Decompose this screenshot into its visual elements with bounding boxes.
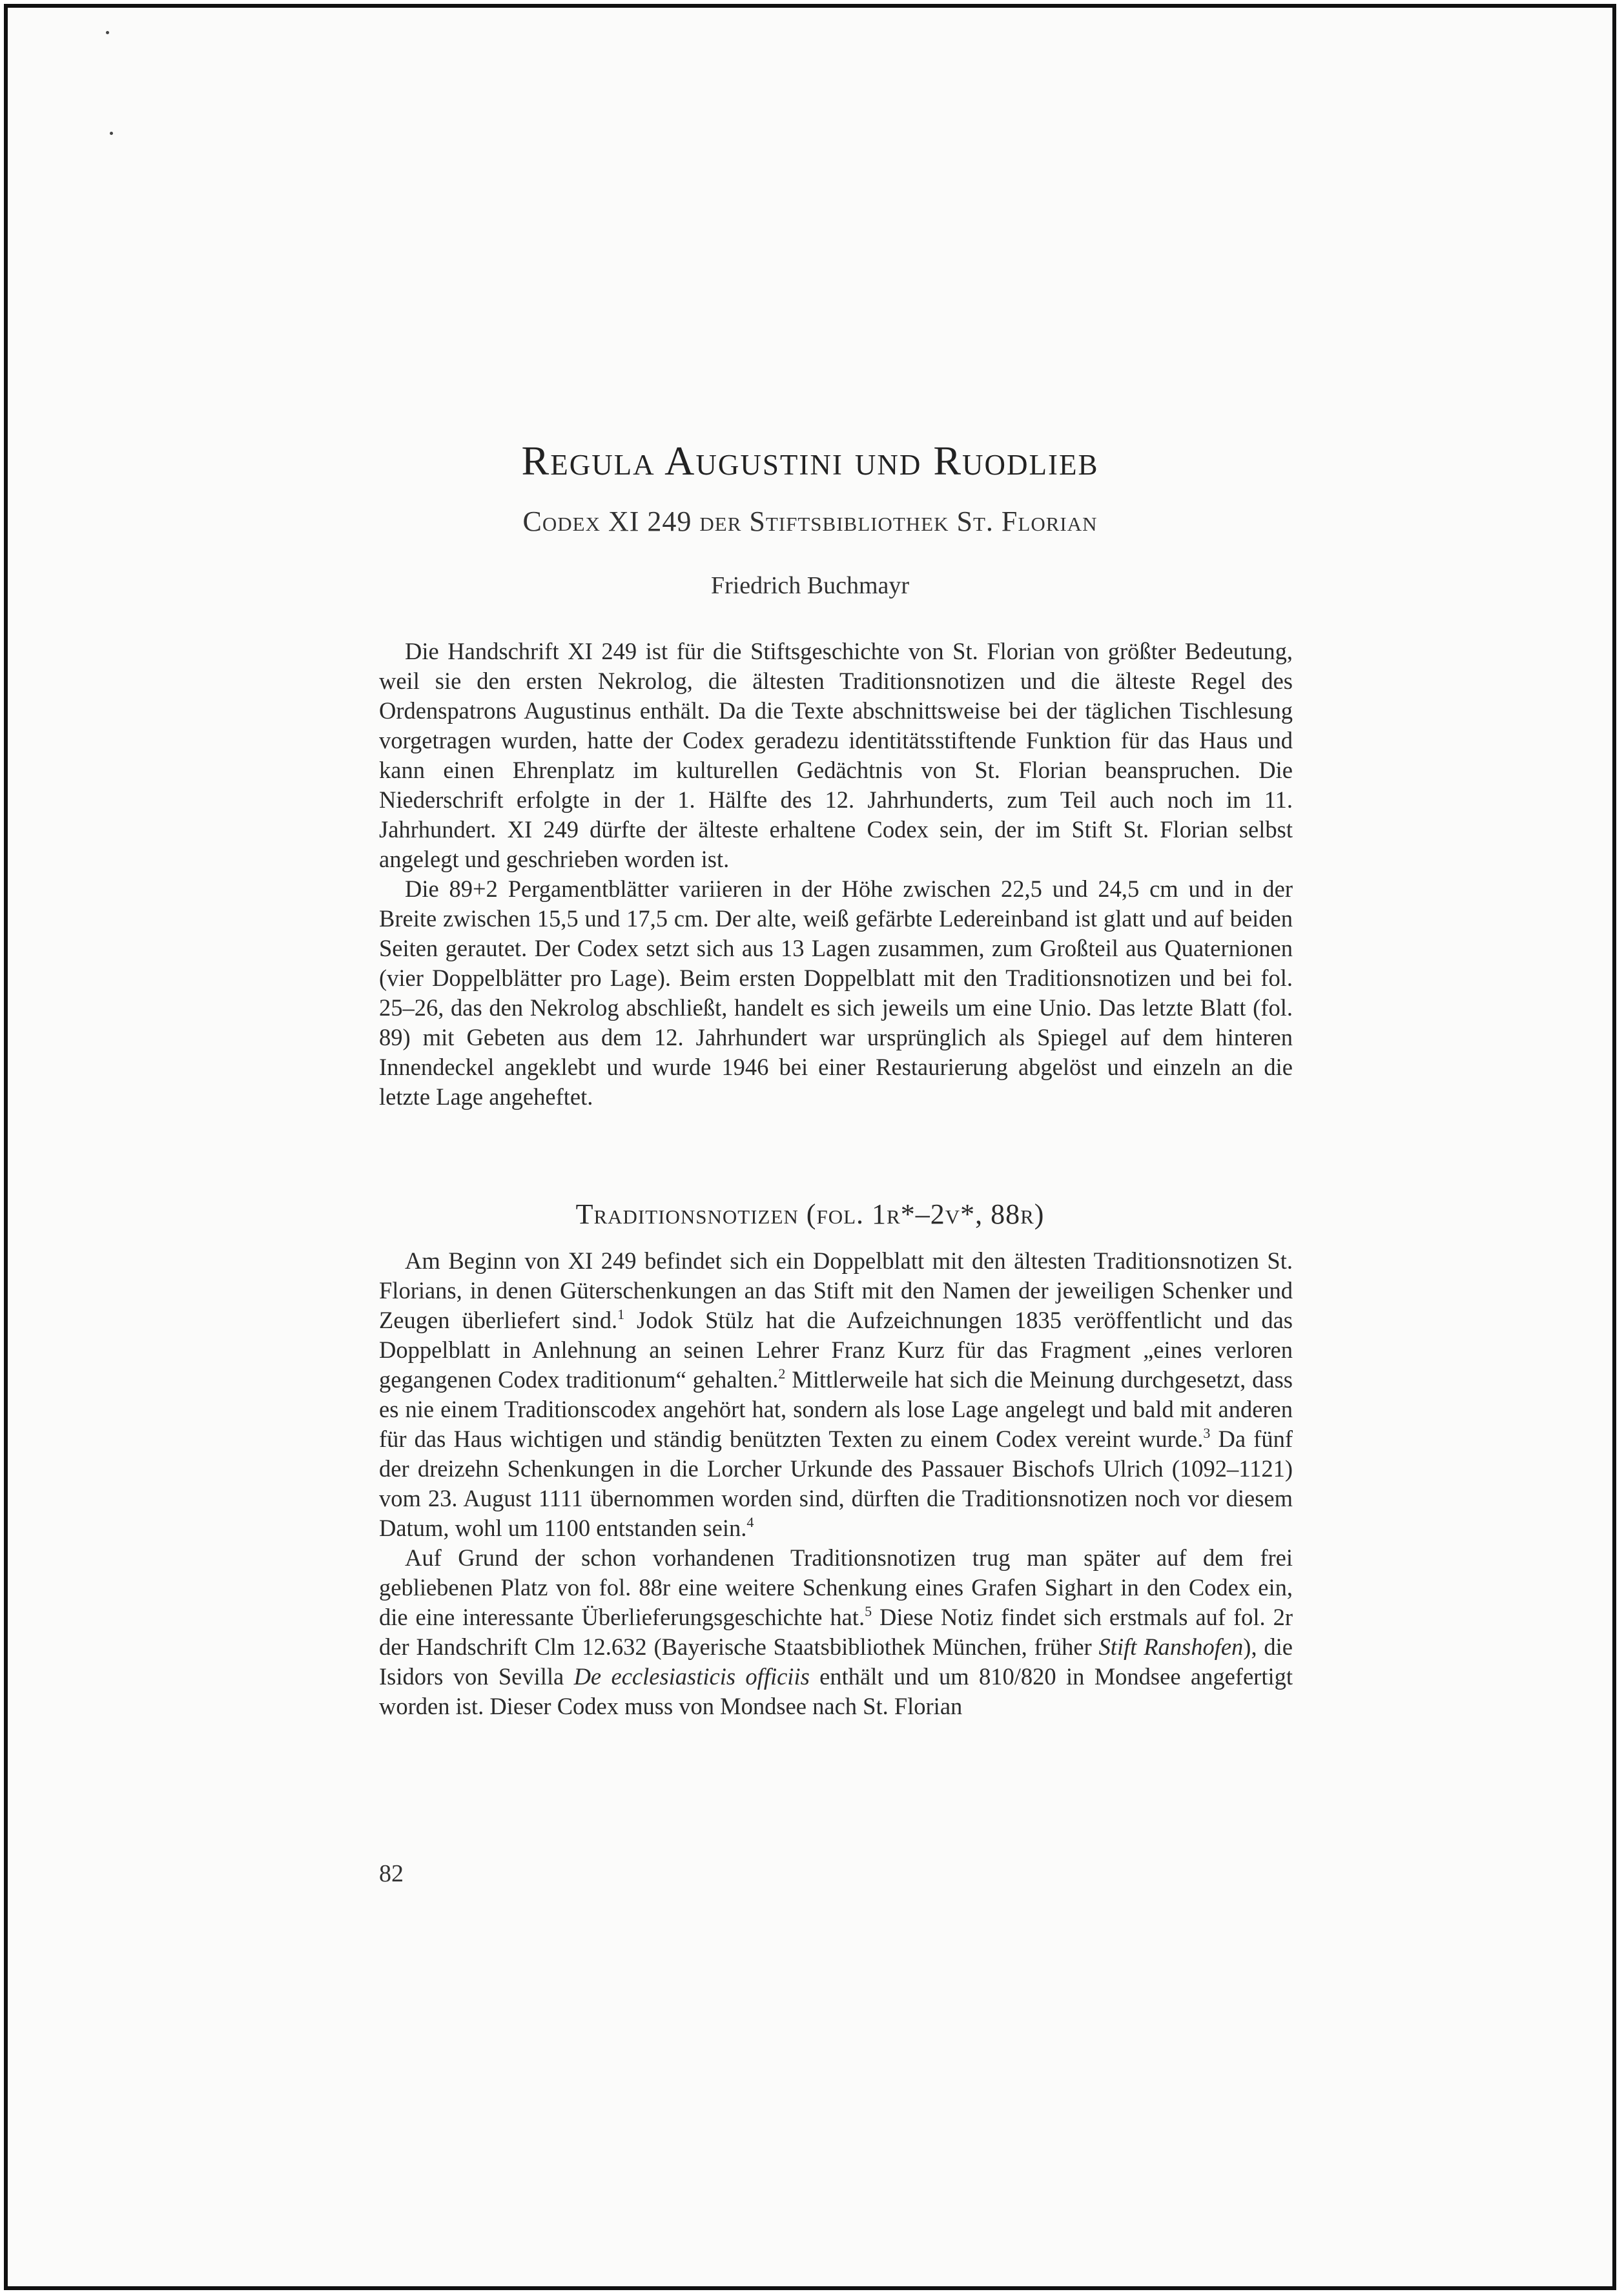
paragraph: Die 89+2 Pergamentblätter variieren in der Höhe zwischen 22,5 und 24,5 cm und in der Breite zwischen 15,5 und 17,5 cm. Der alte, weiß gefärbte Ledereinband ist glatt und auf beiden Seiten gerautet. Der Codex setzt sich aus 13 Lagen zusammen, zum Großteil aus Quaternionen (vier Doppelblätter pro Lage). Beim ersten Doppelblatt mit den Traditionsnotizen und bei fol. 25–26, das den Nekrolog abschließt, handelt es sich jeweils um eine Unio. Das letzte Blatt (fol. 89) mit Gebeten aus dem 12. Jahrhundert war ursprünglich als Spiegel auf dem hinteren Innendeckel angeklebt und wurde 1946 bei einer Restaurierung abgelöst und einzeln an die letzte Lage angeheftet. (379, 876, 1293, 1110)
text-span: Diese Notiz findet sich erstmals auf fol. 2r der Handschrift Clm 12.632 (Bayerische Staatsbibliothek München, früher (379, 1604, 1293, 1660)
section-text (379, 1246, 1293, 1721)
footnote-ref: 4 (746, 1514, 754, 1530)
italic-text: Stift Ranshofen (1098, 1633, 1244, 1660)
intro-text (379, 637, 1293, 1112)
page-number: 82 (379, 1860, 404, 1887)
article-subtitle: Codex XI 249 der Stiftsbibliothek St. Florian (522, 506, 1098, 537)
author-name: Friedrich Buchmayr (710, 572, 910, 599)
text-span: Auf Grund der schon vorhandenen Traditionsnotizen trug man später auf dem frei gebliebenen Platz von fol. 88r eine weitere Schenkung eines Grafen Sighart in den Codex ein, die eine interessante Überlieferungsgeschichte hat. (379, 1544, 1293, 1630)
text-span: enthält und um 810/820 in Mondsee angefertigt worden ist. Dieser Codex muss von Mondsee nach St. Florian (379, 1663, 1293, 1719)
text-span: Da fünf der dreizehn Schenkungen in die Lorcher Urkunde des Passauer Bischofs Ulrich (1092–1121) vom 23. August 1111 übernommen worden sind, dürften die Traditionsnotizen noch vor diesem Datum, wohl um 1100 entstanden sein. (379, 1426, 1293, 1541)
text-span: Mittlerweile hat sich die Meinung durchgesetzt, dass es nie einem Traditionscodex angehört hat, sondern als lose Lage angelegt und bald mit anderen für das Haus wichtigen und ständig benützten Texten zu einem Codex vereint wurde. (379, 1366, 1293, 1452)
paragraph: Die Handschrift XI 249 ist für die Stiftsgeschichte von St. Florian von größter Bedeutung, weil sie den ersten Nekrolog, die ältesten Traditionsnotizen und die älteste Regel des Ordenspatrons Augustinus enthält. Da die Texte abschnittsweise bei der täglichen Tischlesung vorgetragen wurden, hatte der Codex geradezu identitätsstiftende Funktion für das Haus und kann einen Ehrenplatz im kulturellen Gedächtnis von St. Florian beanspruchen. Die Niederschrift erfolgte in der 1. Hälfte des 12. Jahrhunderts, zum Teil auch noch im 11. Jahrhundert. XI 249 dürfte der älteste erhaltene Codex sein, der im Stift St. Florian selbst angelegt und geschrieben worden ist. (379, 638, 1293, 872)
text-span: Am Beginn von XI 249 befindet sich ein Doppelblatt mit den ältesten Traditionsnotizen St. Florians, in denen Güterschenkungen an das Stift mit den Namen der jeweiligen Schenker und Zeugen überliefert sind. (379, 1247, 1293, 1333)
text-span: Jodok Stülz hat die Aufzeichnungen 1835 veröffentlicht und das Doppelblatt in Anlehnung an seinen Lehrer Franz Kurz für das Fragment „eines verloren gegangenen Codex traditionum“ gehalten. (379, 1307, 1293, 1393)
footnote-ref: 1 (617, 1306, 625, 1322)
scan-speck (106, 31, 109, 34)
section-heading: Traditionsnotizen (fol. 1r*–2v*, 88r) (575, 1198, 1045, 1230)
italic-text: De ecclesiasticis officiis (573, 1663, 810, 1690)
page (4, 4, 1616, 2290)
footnote-ref: 3 (1203, 1425, 1211, 1441)
paragraph (379, 1246, 1293, 1543)
footnote-ref: 2 (778, 1366, 786, 1382)
paragraph (379, 1543, 1293, 1721)
article-title: Regula Augustini und Ruodlieb (521, 438, 1099, 484)
footnote-ref: 5 (865, 1603, 872, 1619)
scan-speck (110, 132, 113, 135)
text-span: ), die Isidors von Sevilla (379, 1633, 1293, 1690)
